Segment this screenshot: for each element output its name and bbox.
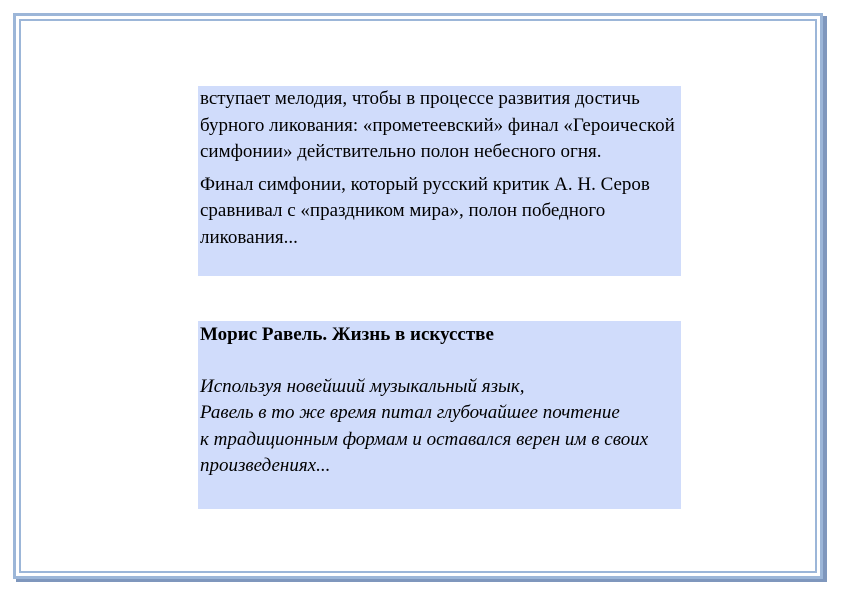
- quote-line: Равель в то же время питал глубочайшее почтение: [200, 402, 620, 423]
- ravel-heading: Морис Равель. Жизнь в искусстве: [200, 324, 494, 345]
- text-block-ravel: [198, 321, 681, 509]
- paragraph-melody: вступает мелодия, чтобы в процессе развития достичь бурного ликования: «прометеевский» финал «Героической симфонии» действительно полон небесного огня.: [200, 88, 675, 162]
- quote-line: Используя новейший музыкальный язык,: [200, 375, 525, 397]
- quote-line: к традиционным формам и оставался верен им в своих произведениях...: [200, 428, 649, 476]
- frame-shadow-bottom: [16, 579, 827, 582]
- text-block-beethoven: [198, 86, 681, 276]
- paragraph-finale: Финал симфонии, который русский критик А. Н. Серов сравнивал с «праздником мира», полон победного ликования...: [200, 173, 650, 248]
- ravel-quote: [200, 374, 679, 480]
- frame-shadow-right: [823, 16, 827, 582]
